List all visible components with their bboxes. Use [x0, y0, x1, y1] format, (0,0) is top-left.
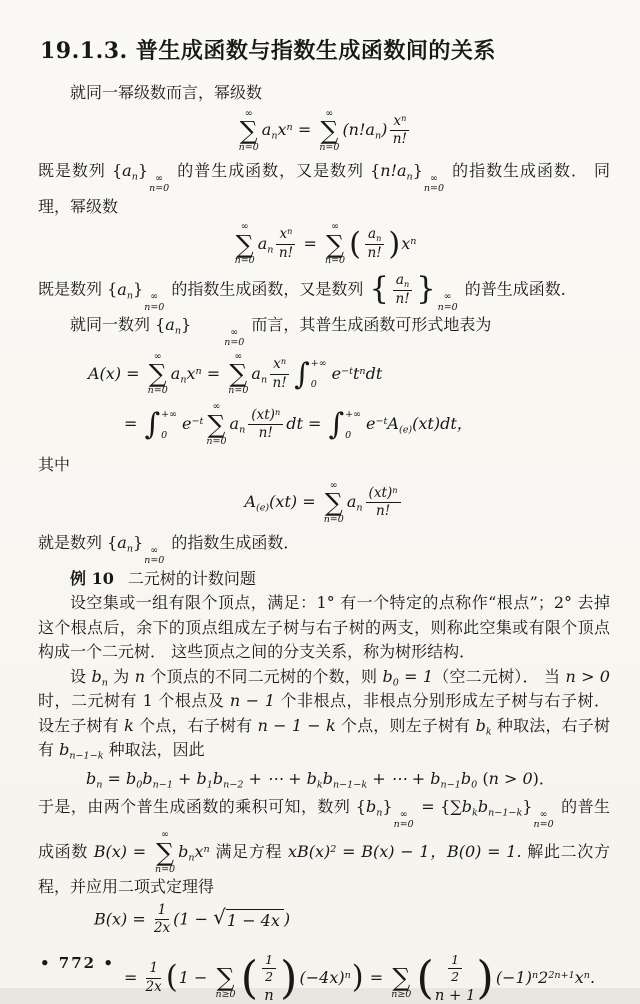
paragraph-ogf-product: 于是，由两个普生成函数的乘积可知，数列 $\{b_n\}$ ∞ n=0 = $\{\sum b_kb_{n-1-k}\}$ ∞ n=0 的普生成函数 B(x) = ∞ ∑ n=0 $b_nx^n$ 满足方程 $xB(x)^2 = B(x) - 1$，B(0) = 1. 解此二次方程，并应用二项式定理得: [38, 796, 610, 896]
paragraph-bn-setup: 设 $b_n$ 为 n 个顶点的不同二元树的个数，则 $b_0 = 1$（空二元树）． 当 n > 0 时，二元树有 1 个根点及 n − 1 个非根点，非根点分别形成左子树与右子树． 设左子树有 k 个点，右子树有 n − 1 − k 个点，则左子树有 $b_k$ 种取法，右子树有 $b_{n-1-k}$ 种取法，因此: [38, 666, 610, 762]
formula-recurrence: $b_n = b_0b_{n-1} + b_1b_{n-2}$ + ⋯ + $b_kb_{n-1-k}$ + ⋯ + $b_{n-1}b_0$ (n > 0)．: [86, 768, 555, 791]
formula-power-series-ogf: ∞ ∑ n=0 $a_nx^n$ = ∞ ∑ n=0 $(n!a_n)$ $\frac{x^n}{n!}$: [38, 109, 610, 154]
paragraph-egf-ogf: 既是数列 $\{a_n\}$ ∞ n=0 的指数生成函数，又是数列 { $\frac{a_n}{n!}$ } ∞ n=0 的普生成函数．: [38, 271, 577, 313]
paragraph-is-egf: 就是数列 $\{a_n\}$ ∞ n=0 的指数生成函数．: [38, 533, 300, 567]
paragraph-same-sequence: 就同一数列 $\{a_n\}$ ∞ n=0 而言，其普生成函数可形式地表为: [70, 315, 492, 349]
formula-Bx-line2: = $\frac{1}{2x}$ (1 − ∑ n≥0 ( $\frac{1}{2}$ n ) $(-4x)^n$) = ∑ n≥0 ( $\frac{1}{2}$ n + 1 ) $(-1)^n2^{2n+1}x^n$.: [124, 951, 596, 1004]
formula-Bx-line1: B(x) = $\frac{1}{2x}$ (1 − √ 1 − 4x ): [94, 901, 291, 937]
formula-Ae: $A_{(e)}(xt)$ = ∞ ∑ n=0 $a_n$ $\frac{(xt)^n}{n!}$: [38, 481, 610, 526]
paragraph-qizhong: 其中: [38, 455, 71, 474]
example-title: 二元树的计数问题: [127, 568, 256, 588]
formula-A-line1: A(x) = ∞ ∑ n=0 $a_nx^n$ = ∞ ∑ n=0 $a_n$ $\frac{x^n}{n!}$ ∫ +∞ 0 $e^{-t}t^ndt$: [88, 350, 383, 396]
paragraph-intro: 就同一幂级数而言，幂级数: [70, 83, 263, 102]
example-heading: [38, 567, 610, 592]
paragraph-ogf-egf: 既是数列 $\{a_n\}$ ∞ n=0 的普生成函数，又是数列 $\{n!a_n\}$ ∞ n=0 的指数生成函数． 同理，幂级数: [38, 161, 610, 216]
page-number: • 772 •: [40, 954, 115, 972]
section-heading: 19.1.3. 普生成函数与指数生成函数间的关系: [40, 38, 496, 64]
formula-power-series-egf: ∞ ∑ n=0 $a_n$ $\frac{x^n}{n!}$ = ∞ ∑ n=0 ( $\frac{a_n}{n!}$ )$x^n$: [234, 221, 417, 267]
formula-A-line2: = ∫ +∞ 0 $e^{-t}$ ∞ ∑ n=0 $a_n$ $\frac{(xt)^n}{n!}$ dt = ∫ +∞ 0 $e^{-t}A_{(e)}(xt)dt$，: [124, 401, 473, 447]
example-label: 例 10: [70, 568, 114, 588]
paragraph-binary-tree-def: 设空集或一组有限个顶点，满足：1° 有一个特定的点称作“根点”；2° 去掉这个根点后，余下的顶点组成左子树与右子树的两支，则称此空集或有限个顶点构成一个二元树． 这些顶点之间的分支关系，称为树形结构．: [38, 593, 610, 662]
